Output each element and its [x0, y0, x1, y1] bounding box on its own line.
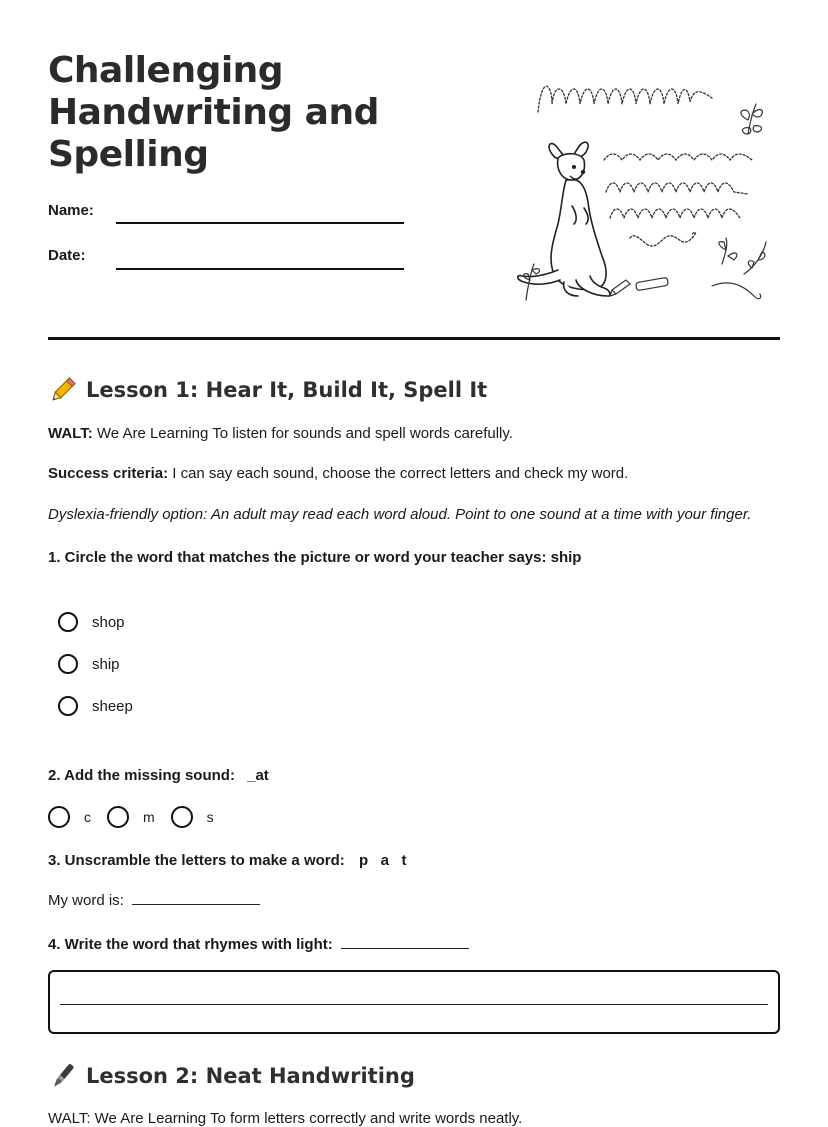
lesson1-heading: [48, 375, 487, 405]
date-field[interactable]: [116, 268, 404, 270]
q2-option-c[interactable]: [48, 806, 91, 828]
q2-option-s[interactable]: [171, 806, 214, 828]
option-label: m: [143, 809, 155, 825]
q3-answer-label: My word is:: [48, 892, 124, 909]
radio-circle-icon[interactable]: [48, 806, 70, 828]
lesson2-title: Lesson 2: Neat Handwriting: [86, 1064, 415, 1088]
option-label: c: [84, 809, 91, 825]
question-3: [48, 852, 406, 869]
lesson1-title: Lesson 1: Hear It, Build It, Spell It: [86, 378, 488, 402]
question-2-text: 2. Add the missing sound:: [48, 767, 235, 784]
option-label: s: [206, 809, 214, 825]
walt-text: We Are Learning To listen for sounds and spell words carefully.: [92, 425, 513, 442]
success-text: I can say each sound, choose the correct letters and check my word.: [168, 465, 629, 482]
brush-pen-icon: [48, 1061, 78, 1091]
name-field[interactable]: [116, 222, 404, 224]
success-label: Success criteria:: [48, 465, 169, 482]
q4-answer-blank[interactable]: [341, 947, 469, 949]
radio-circle-icon[interactable]: [58, 654, 78, 674]
page-title: Challenging Handwriting and Spelling: [48, 50, 379, 175]
lesson2-walt: WALT: We Are Learning To form letters correctly and write words neatly.: [48, 1110, 523, 1127]
q1-option-sheep[interactable]: [58, 696, 133, 716]
question-4-text: 4. Write the word that rhymes with light:: [48, 936, 333, 953]
radio-circle-icon[interactable]: [107, 806, 129, 828]
question-1: 1. Circle the word that matches the picture or word your teacher says: ship: [48, 549, 582, 566]
q1-option-shop[interactable]: [58, 612, 125, 632]
option-label: sheep: [92, 697, 133, 715]
q4-writing-box[interactable]: [48, 970, 780, 1034]
q3-answer-row: [48, 892, 260, 909]
walt-label: WALT:: [48, 425, 93, 442]
pencil-icon: [48, 375, 78, 405]
header-divider: [48, 337, 780, 340]
walt-statement: [48, 425, 513, 442]
option-label: ship: [92, 655, 120, 673]
q1-option-ship[interactable]: [58, 654, 120, 674]
name-label: Name:: [48, 202, 94, 219]
writing-line: [60, 1004, 768, 1005]
kangaroo-illustration: [512, 74, 780, 314]
q2-options: [48, 806, 230, 828]
scrambled-letters: p a t: [358, 852, 407, 869]
radio-circle-icon[interactable]: [58, 612, 78, 632]
dyslexia-note: Dyslexia-friendly option: An adult may read each word aloud. Point to one sound at a time with your finger.: [48, 506, 752, 523]
q3-answer-blank[interactable]: [132, 903, 260, 905]
q2-option-m[interactable]: [107, 806, 155, 828]
lesson2-heading: [48, 1061, 415, 1091]
radio-circle-icon[interactable]: [171, 806, 193, 828]
question-3-text: 3. Unscramble the letters to make a word:: [48, 852, 345, 869]
question-4: [48, 936, 469, 953]
question-2-target: _at: [247, 767, 269, 784]
option-label: shop: [92, 613, 125, 631]
success-criteria: [48, 465, 628, 482]
question-2: [48, 767, 269, 784]
date-label: Date:: [48, 247, 86, 264]
radio-circle-icon[interactable]: [58, 696, 78, 716]
